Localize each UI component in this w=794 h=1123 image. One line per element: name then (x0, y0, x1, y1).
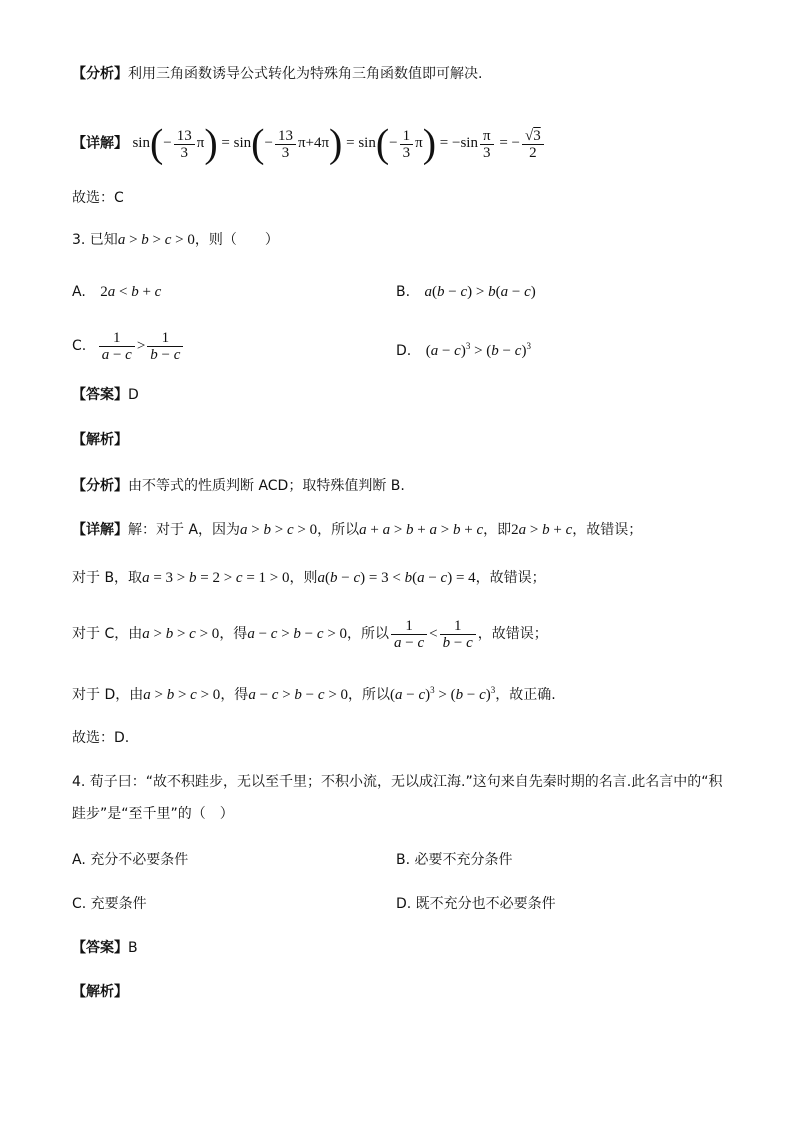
answer-4 (72, 938, 138, 958)
q3-option-c: C. $\frac{1}{a - c}$ > $\frac{1}{b - c}$ (72, 326, 185, 366)
question-3-stem: 3. 已知a > b > c > 0，则（ ） (72, 232, 279, 248)
select-line-3 (72, 728, 129, 748)
q3-option-d: D. $(a - c)^3 > (b - c)^3$ (396, 341, 531, 359)
explanation-4-heading (72, 982, 128, 1002)
q4-option-a-label: A. 充分不必要条件 (72, 852, 189, 868)
detail-tag: 【详解】 (72, 135, 128, 152)
q3-option-d-label: D. (396, 343, 412, 359)
detail-tag: 【详解】 (72, 522, 128, 538)
analysis-tag: 【分析】 (72, 66, 128, 82)
q3-option-a: A. 2a < b + c (72, 284, 162, 300)
detail-text: ，故错误； (475, 570, 546, 586)
answer-tag: 【答案】 (72, 387, 128, 403)
detail-text: 解：对于 A，因为 (128, 522, 241, 538)
detail-text: ，所以 (348, 687, 391, 703)
formula-sin: sin(− $\frac{13}{3}$ π) = sin(− $\frac{13}{3}$ π+4π) = sin(− $\frac{1}{3}$ π) = −sin $\frac{\pi}{3}$ = − $\frac{√3}{2}$ (132, 135, 545, 151)
q4-option-d (396, 894, 556, 914)
q4-option-c (72, 894, 147, 914)
answer-value: D (128, 387, 139, 403)
detail-text: ，即 (483, 522, 512, 538)
analysis-line-1 (72, 64, 482, 84)
q4-stem-1: 4. 荀子曰：“故不积跬步，无以至千里；不积小流，无以成江海.”这句来自先秦时期的名言.此名言中的“积 (72, 774, 723, 790)
detail-3-line-c: 对于 C，由a > b > c > 0，得a − c > b − c > 0，所以 $\frac{1}{a - c}$ < $\frac{1}{b - c}$ ，故错误； (72, 618, 548, 652)
q3-option-a-label: A. (72, 284, 86, 300)
detail-text: ，故错误； (572, 522, 643, 538)
explanation-tag: 【解析】 (72, 432, 128, 448)
detail-text: 对于 D，由 (72, 687, 144, 703)
q3-suffix: ，则（ ） (194, 232, 279, 248)
detail-3-line-d: 对于 D，由a > b > c > 0，得a − c > b − c > 0，所以$(a - c)^3 > (b - c)^3$，故正确. (72, 685, 556, 703)
detail-text: ，则 (289, 570, 318, 586)
analysis-tag: 【分析】 (72, 478, 128, 494)
detail-text: ，所以 (347, 626, 390, 642)
select-text-3: 故选：D. (72, 730, 130, 746)
q4-option-b (396, 850, 513, 870)
detail-text: ，得 (220, 687, 249, 703)
q4-option-b-label: B. 必要不充分条件 (396, 852, 513, 868)
explanation-3-heading (72, 430, 128, 450)
answer-value: B (128, 940, 138, 956)
q3-option-b-label: B. (396, 284, 411, 300)
question-4-line-2 (72, 804, 234, 824)
detail-text: ，得 (219, 626, 248, 642)
q4-option-a (72, 850, 188, 870)
question-4-line-1 (72, 772, 722, 792)
detail-text: ，故错误； (477, 626, 548, 642)
q4-stem-2: 跬步”是“至千里”的（ ） (72, 806, 234, 822)
select-text-1: 故选：C (72, 190, 124, 206)
q3-condition: a (117, 232, 126, 248)
select-line-1 (72, 188, 124, 208)
q3-option-b: B. a(b − c) > b(a − c) (396, 284, 536, 300)
q3-prefix: 3. 已知 (72, 232, 118, 248)
explanation-tag: 【解析】 (72, 984, 128, 1000)
detail-text: 对于 C，由 (72, 626, 143, 642)
analysis-text: 利用三角函数诱导公式转化为特殊角三角函数值即可解决. (128, 66, 483, 82)
detail-line-1 (72, 121, 546, 166)
detail-text: ，故正确. (495, 687, 556, 703)
q3-option-c-label: C. (72, 338, 87, 354)
analysis-3 (72, 476, 405, 496)
detail-text: 对于 B，取 (72, 570, 143, 586)
answer-3 (72, 385, 139, 405)
answer-tag: 【答案】 (72, 940, 128, 956)
detail-3-line-b: 对于 B，取a = 3 > b = 2 > c = 1 > 0，则a(b − c) = 3 < b(a − c) = 4，故错误； (72, 570, 546, 586)
q4-option-d-label: D. 既不充分也不必要条件 (396, 896, 556, 912)
detail-text: ，所以 (317, 522, 360, 538)
analysis-text: 由不等式的性质判断 ACD；取特殊值判断 B. (128, 478, 405, 494)
q4-option-c-label: C. 充要条件 (72, 896, 147, 912)
detail-3-line-a: 【详解】解：对于 A，因为a > b > c > 0，所以a + a > b + a > b + c，即2a > b + c，故错误； (72, 522, 643, 538)
